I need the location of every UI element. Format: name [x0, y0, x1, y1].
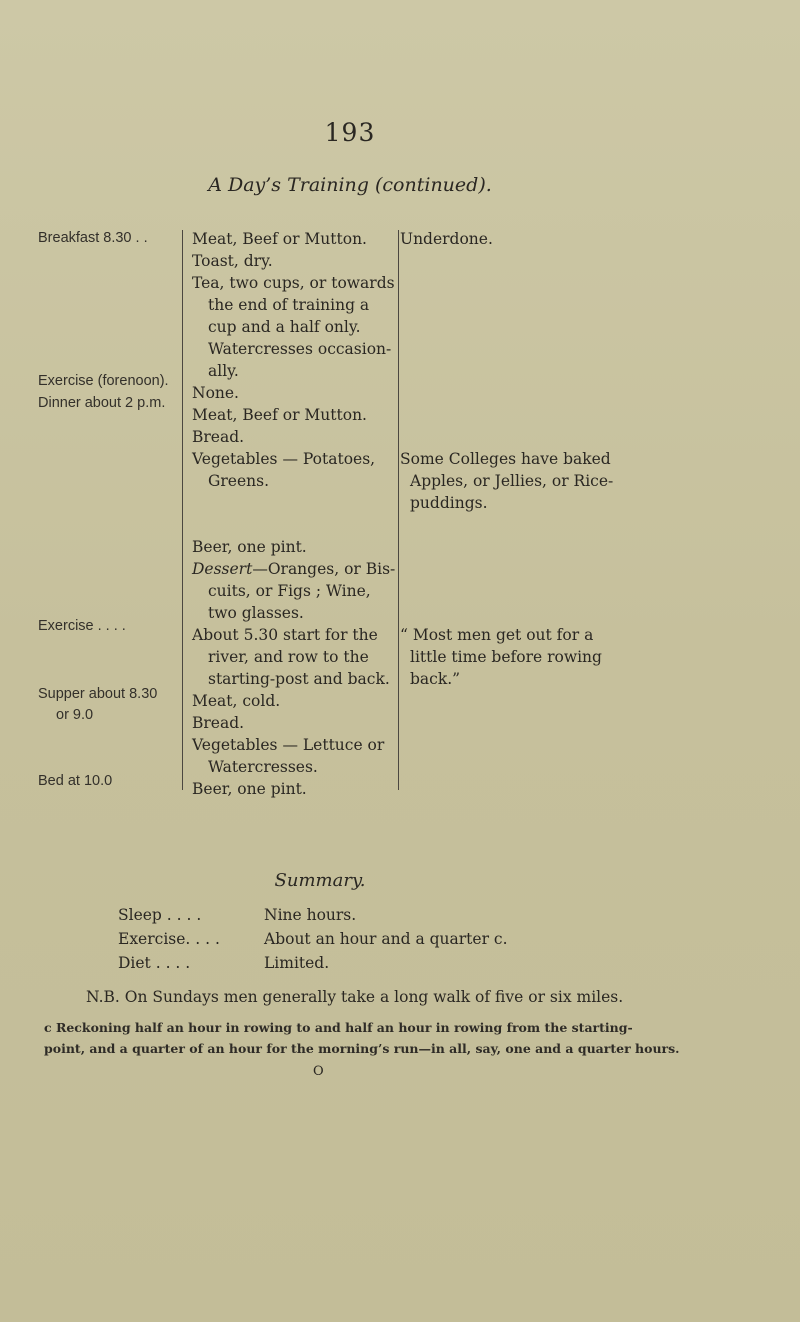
summary-label-exercise: Exercise. . . . [118, 930, 220, 948]
page-number: 193 [324, 118, 376, 147]
summary-label-diet: Diet . . . . [118, 954, 191, 972]
footnote-line: point, and a quarter of an hour for the morning’s run—in all, say, one and a quarter hours. [44, 1041, 680, 1056]
signature-mark: O [313, 1064, 324, 1079]
breakfast-line: ally. [208, 362, 239, 380]
dinner-drinks [192, 536, 395, 800]
label-dinner: Dinner about 2 p.m. [38, 395, 166, 411]
breakfast-remark: Underdone. [400, 230, 493, 248]
sunday-note: N.B. On Sundays men generally take a long walk of five or six miles. [86, 988, 624, 1006]
breakfast-line: Toast, dry. [192, 252, 273, 270]
label-breakfast: Breakfast 8.30 . . [38, 230, 148, 246]
breakfast-line: Watercresses occasion- [208, 340, 392, 358]
label-exercise-forenoon: Exercise (forenoon). [38, 373, 169, 389]
exercise-forenoon-line: None. [192, 384, 239, 402]
summary-label-sleep: Sleep . . . . [118, 906, 202, 924]
exercise-line: starting-post and back. [208, 670, 390, 688]
remark-line: “ Most men get out for a [400, 626, 594, 644]
exercise-line: About 5.30 start for the [192, 626, 378, 644]
dinner-line: Bread. [192, 428, 245, 446]
exercise-remark [400, 624, 602, 690]
dessert-text: —Oranges, or Bis- [252, 560, 396, 578]
supper-line: Beer, one pint. [192, 780, 307, 798]
dessert-line [192, 558, 395, 580]
remark-line: puddings. [410, 494, 488, 512]
label-bed: Bed at 10.0 [38, 773, 113, 789]
label-supper-alt: or 9.0 [56, 707, 94, 723]
footnote-line: c Reckoning half an hour in rowing to and half an hour in rowing from the starting- [44, 1020, 633, 1035]
supper-line: Vegetables — Lettuce or [192, 736, 385, 754]
remark-line: back.” [410, 670, 461, 688]
label-supper: Supper about 8.30 [38, 686, 158, 702]
dessert-line: two glasses. [208, 604, 304, 622]
supper-line: Watercresses. [208, 758, 318, 776]
column-rule-right [398, 230, 399, 790]
dinner-remark [400, 448, 613, 514]
dessert-line: cuits, or Figs ; Wine, [208, 582, 371, 600]
dessert-label: Dessert [192, 560, 253, 578]
breakfast-line: cup and a half only. [208, 318, 361, 336]
remark-line: Apples, or Jellies, or Rice- [410, 472, 614, 490]
dinner-line: Meat, Beef or Mutton. [192, 406, 367, 424]
summary-value-exercise: About an hour and a quarter c. [264, 930, 508, 948]
supper-line: Meat, cold. [192, 692, 281, 710]
page-title: A Day’s Training (continued). [208, 174, 492, 196]
remark-line: Some Colleges have baked [400, 450, 611, 468]
summary-value-diet: Limited. [264, 954, 330, 972]
breakfast-line: the end of training a [208, 296, 370, 314]
label-exercise: Exercise . . . . [38, 618, 126, 634]
breakfast-line: Tea, two cups, or towards [192, 274, 395, 292]
dinner-line: Vegetables — Potatoes, [192, 450, 376, 468]
column-rule-left [182, 230, 183, 790]
summary-title: Summary. [274, 870, 366, 891]
supper-line: Bread. [192, 714, 245, 732]
breakfast-line: Meat, Beef or Mutton. [192, 230, 367, 248]
dinner-line: Beer, one pint. [192, 538, 307, 556]
breakfast-items [192, 228, 395, 492]
summary-value-sleep: Nine hours. [264, 906, 357, 924]
remark-line: little time before rowing [410, 648, 602, 666]
dinner-line: Greens. [208, 472, 270, 490]
exercise-line: river, and row to the [208, 648, 369, 666]
